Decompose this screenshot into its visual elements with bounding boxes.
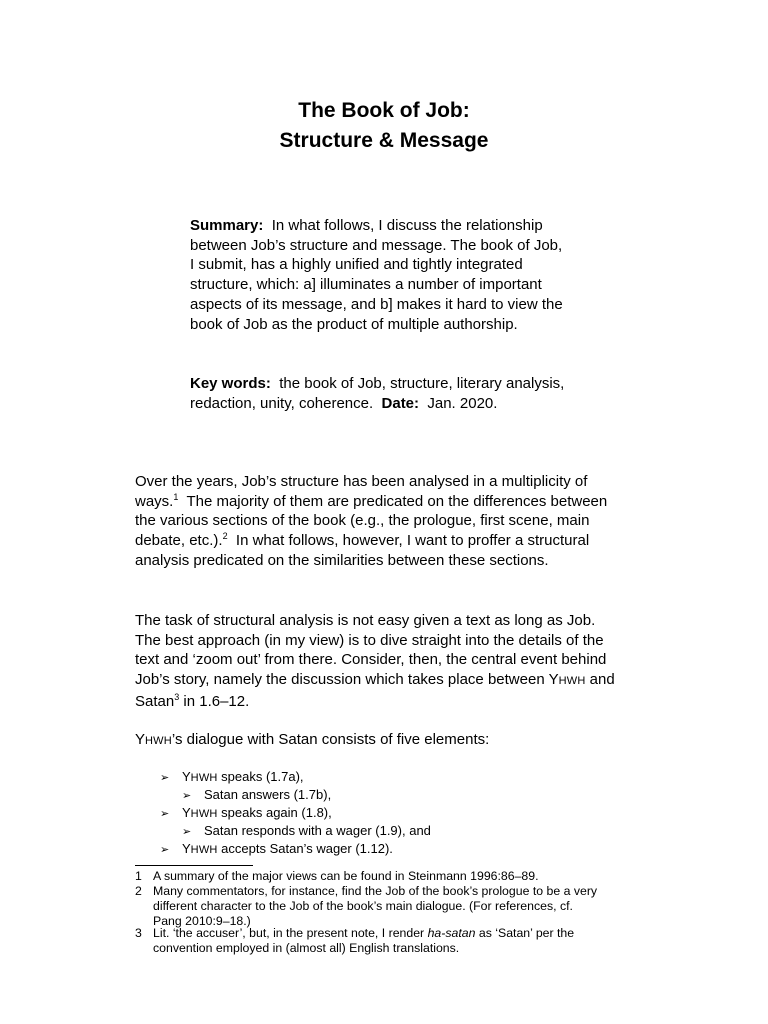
footnote-number: 1 <box>135 869 142 883</box>
footnote-ref-2[interactable]: 2 <box>222 531 228 542</box>
footnote-text: A summary of the major views can be found in Steinmann 1996:86–89. <box>153 869 539 883</box>
list-item: ➢ YHWH speaks (1.7a), <box>160 768 304 787</box>
divine-name: YHWH <box>182 769 218 784</box>
arrow-bullet-icon: ➢ <box>160 844 170 856</box>
footnote-number: 2 <box>135 884 142 898</box>
body-paragraph-2 <box>135 611 615 712</box>
footnote-ref-1[interactable]: 1 <box>173 491 179 502</box>
keywords-label: Key words: <box>190 375 271 392</box>
paragraph-text: In what follows, however, I want to proffer a structural analysis predicated on the similarities between these sections. <box>135 532 590 569</box>
paragraph-text: The majority of them are predicated on the differences between the various sections of the book (e.g., the prologue, first scene, main debate, etc.). <box>135 492 608 550</box>
divine-name: YHWH <box>182 841 218 856</box>
list-item: ➢ Satan answers (1.7b), <box>182 786 331 805</box>
list-item: ➢ YHWH accepts Satan’s wager (1.12). <box>160 840 393 859</box>
summary-block <box>190 216 565 334</box>
footnote-1 <box>135 869 605 884</box>
paragraph-text: The task of structural analysis is not easy given a text as long as Job. The best approach (in my view) is to dive straight into the details of the text and ‘zoom out’ from there. Consider, then, the central event behind Job’s story, namely the discussion which takes place between <box>135 612 607 689</box>
divine-name: YHWH <box>182 805 218 820</box>
paragraph-text: ’s dialogue with Satan consists of five elements: <box>171 731 490 748</box>
paragraph-text: Over the years, Job’s structure has been analysed in a multiplicity of ways. <box>135 473 588 510</box>
date-value: Jan. 2020. <box>427 394 498 412</box>
footnote-2 <box>135 884 605 929</box>
arrow-bullet-icon: ➢ <box>182 790 192 802</box>
footnote-text: Lit. ‘the accuser’, but, in the present note, I render ha-satan as ‘Satan’ per the convention employed in (almost all) English translations. <box>153 926 575 955</box>
footnote-3 <box>135 926 605 956</box>
date-label: Date: <box>381 394 420 412</box>
footnote-text: Many commentators, for instance, find the Job of the book’s prologue to be a very different character to the Job of the book’s main dialogue. (For references, cf. Pang 2010:9–18.) <box>153 884 598 928</box>
list-item: ➢ YHWH speaks again (1.8), <box>160 804 332 823</box>
keywords-block <box>190 374 565 413</box>
paragraph-text: and Satan <box>135 671 615 710</box>
arrow-bullet-icon: ➢ <box>160 808 170 820</box>
divine-name: YHWH <box>548 671 586 689</box>
arrow-bullet-icon: ➢ <box>160 772 170 784</box>
body-paragraph-1 <box>135 472 615 571</box>
paragraph-text: in 1.6–12. <box>183 692 250 710</box>
footnote-ref-3[interactable]: 3 <box>174 691 180 702</box>
keywords-text: the book of Job, structure, literary analysis, redaction, unity, coherence. <box>190 375 565 412</box>
divine-name: YHWH <box>135 731 172 748</box>
summary-label: Summary: <box>190 217 264 234</box>
body-paragraph-3 <box>135 730 615 752</box>
italic-term: ha-satan <box>427 926 476 940</box>
arrow-bullet-icon: ➢ <box>182 826 192 838</box>
summary-text: In what follows, I discuss the relationship between Job’s structure and message. The book of Job, I submit, has a highly unified and tightly integrated structure, which: a] illuminates a number of important aspects of its message, and b] makes it hard to view the book of Job as the product of multiple authorship. <box>190 217 563 333</box>
footnote-separator <box>135 865 253 866</box>
footnote-number: 3 <box>135 926 142 940</box>
document-title-line-2: Structure & Message <box>279 129 489 152</box>
list-item: ➢ Satan responds with a wager (1.9), and <box>182 822 431 841</box>
document-title-line-1: The Book of Job: <box>298 99 470 122</box>
